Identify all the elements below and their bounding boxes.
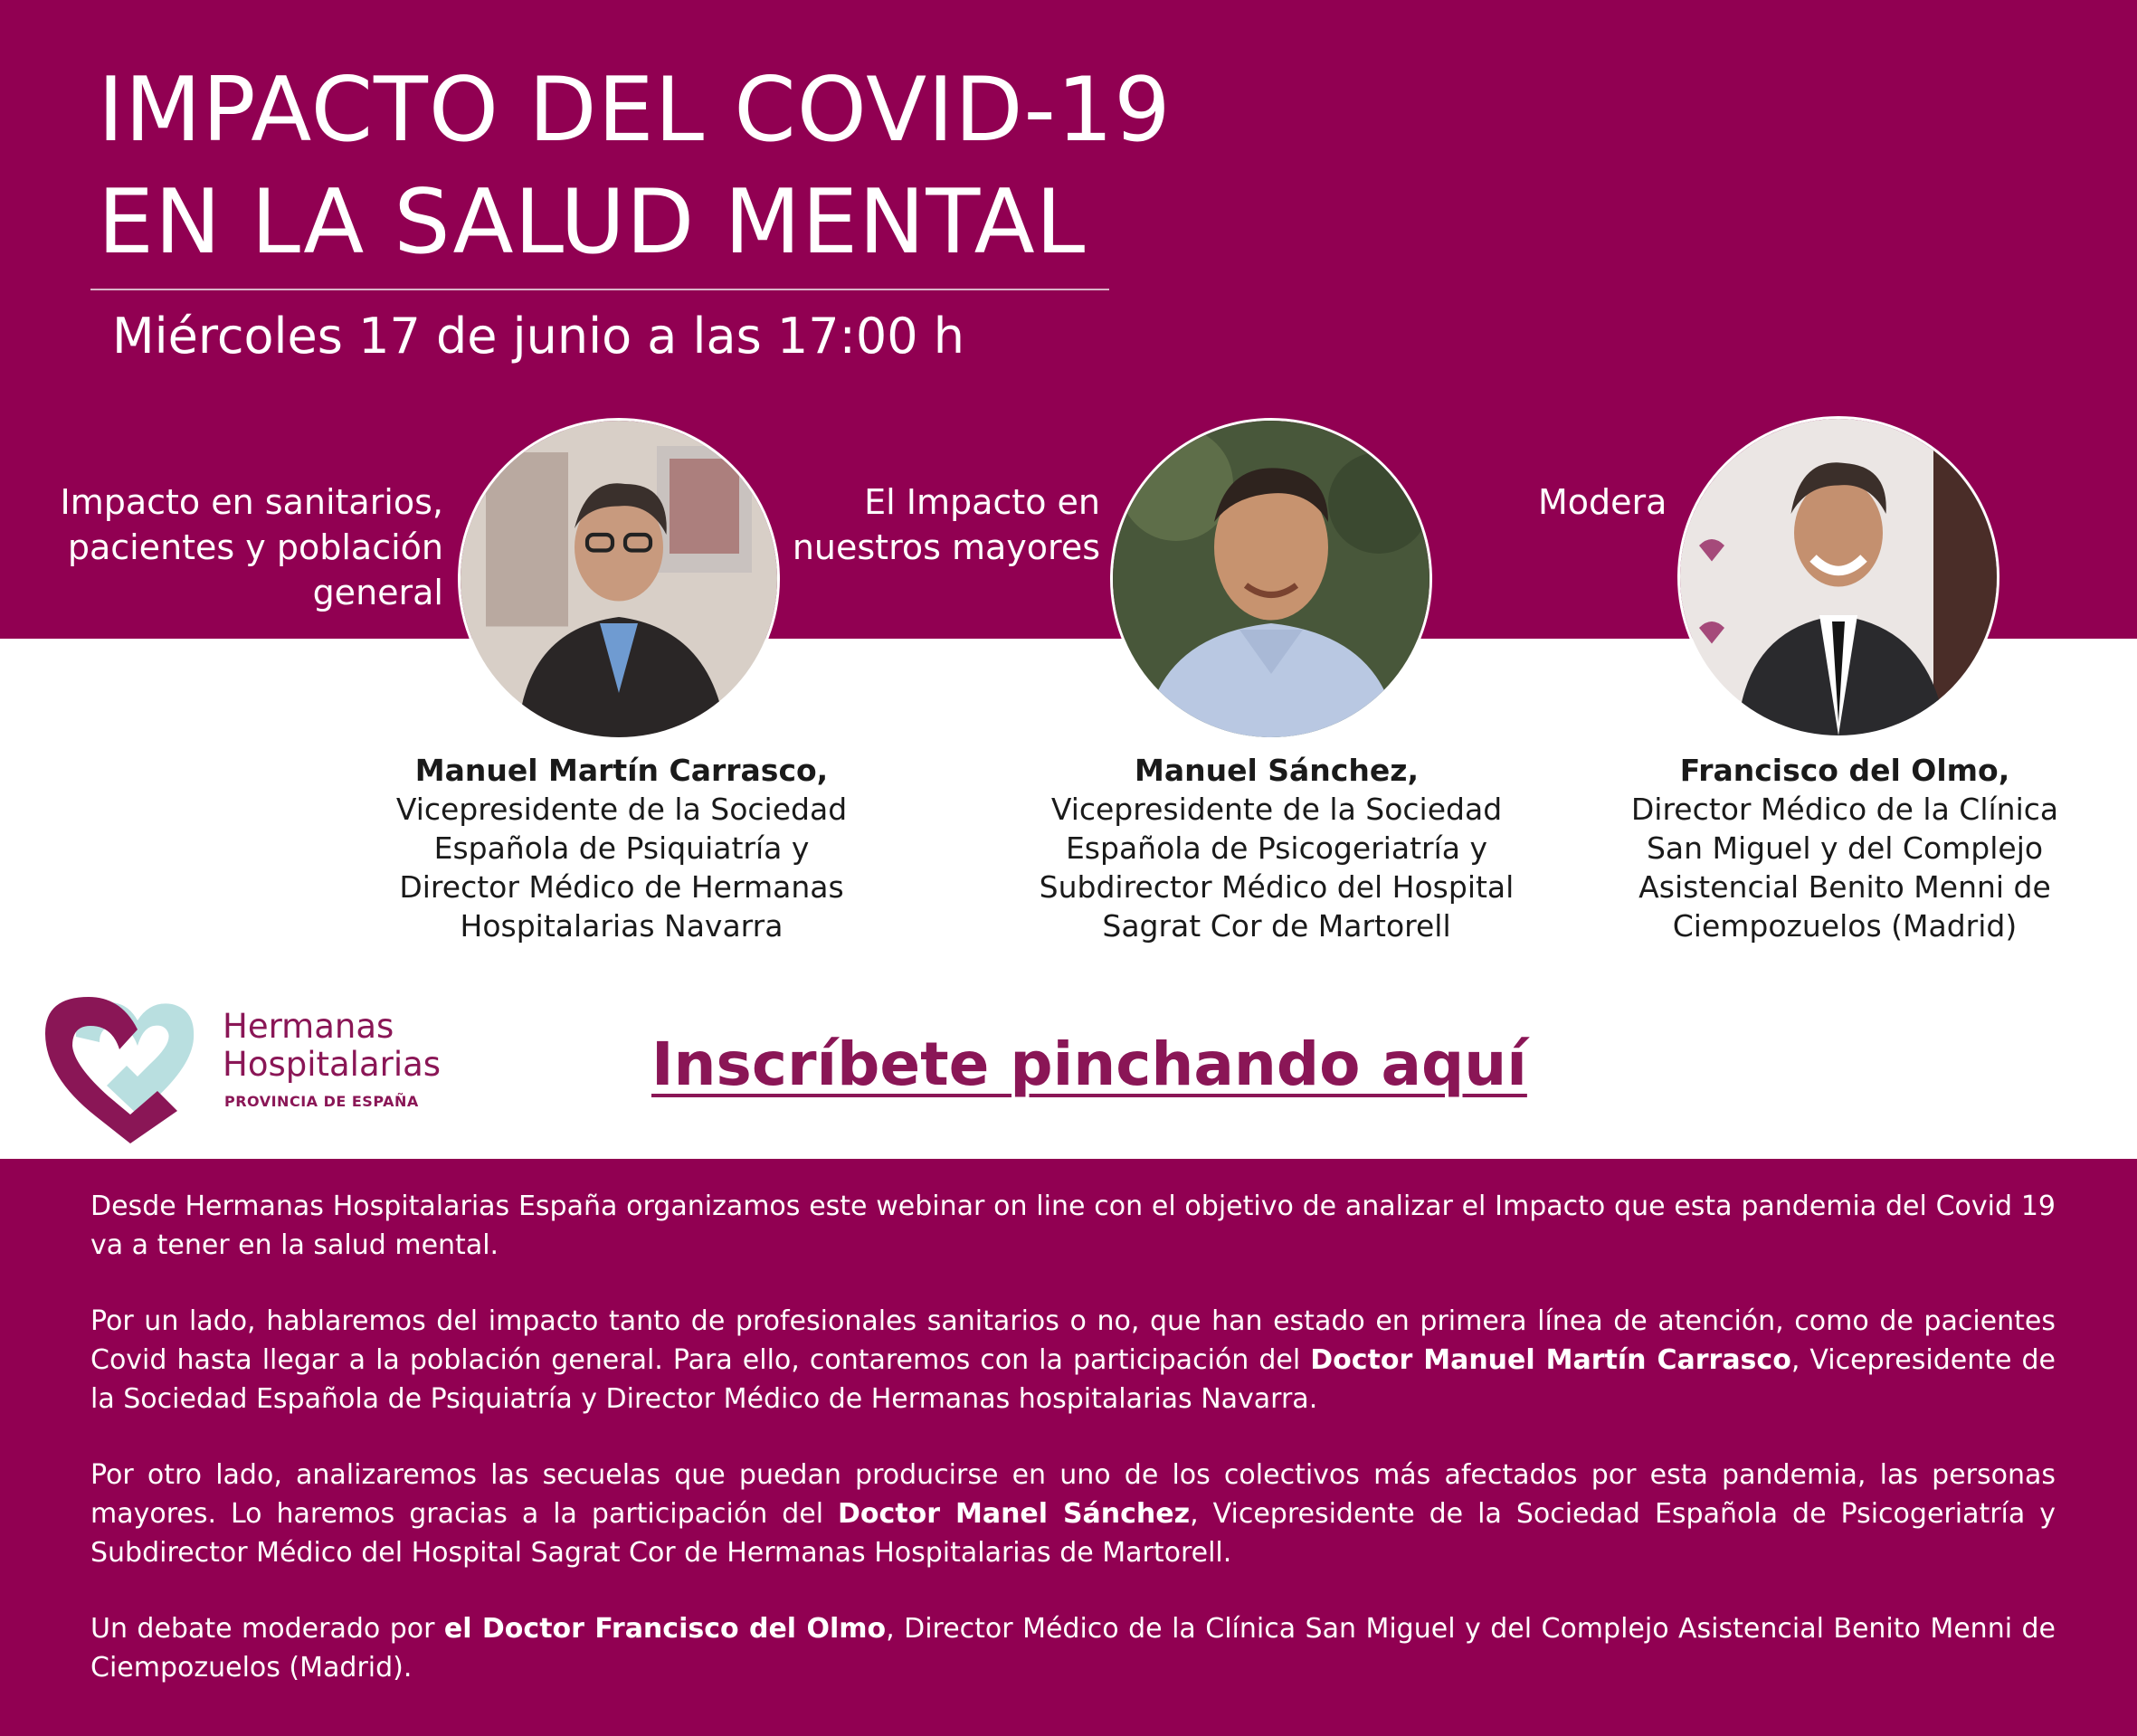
paragraph-text: , Director Médico de la Clínica San Miguel y del Complejo Asistencial Benito Menni de Ciempozuelos (Madrid). [90, 1613, 2056, 1684]
speaker-role-line: Española de Psicogeriatría y [1065, 830, 1488, 866]
page-title [98, 54, 1274, 279]
topic-label-1 [60, 479, 443, 615]
paragraph-text: Un debate moderado por [90, 1613, 444, 1645]
title-line-2: EN LA SALUD MENTAL [98, 171, 1087, 274]
speaker-mention: Doctor Manel Sánchez [838, 1498, 1191, 1530]
topic-1-line: general [312, 573, 443, 612]
description-paragraph-4 [90, 1609, 2056, 1687]
speaker-role-line: Sagrat Cor de Martorell [1102, 908, 1451, 944]
speaker-role-line: Director Médico de Hermanas [399, 869, 844, 905]
paragraph-text: Por otro lado, analizaremos las secuelas que puedan producirse en uno de los colectivos más afectados por esta pandemia, las personas mayores. Lo haremos gracias a la participación del [90, 1459, 2056, 1530]
heart-logo-icon [40, 990, 199, 1143]
speaker-name: Francisco del Olmo, [1679, 753, 2010, 788]
description-paragraph-2 [90, 1302, 2056, 1418]
speaker-card-2 [1023, 751, 1530, 945]
logo-name-line-1: Hermanas [223, 1007, 394, 1046]
paragraph-text: , Vicepresidente de la Sociedad Española de Psicogeriatría y Subdirector Médico del Hospital Sagrat Cor de Hermanas Hospitalarias de Martorell. [90, 1498, 2056, 1569]
topic-1-line: Impacto en sanitarios, [60, 482, 443, 522]
organization-logo [40, 990, 456, 1143]
speaker-photo-1 [458, 418, 780, 740]
speaker-card-3 [1591, 751, 2098, 945]
paragraph-text: , Vicepresidente de la Sociedad Española de Psiquiatría y Director Médico de Hermanas hospitalarias Navarra. [90, 1344, 2056, 1415]
speaker-role-line: Hospitalarias Navarra [460, 908, 784, 944]
speaker-role-line: Asistencial Benito Menni de [1638, 869, 2051, 905]
speaker-name: Manuel Martín Carrasco, [414, 753, 829, 788]
topic-label-2 [793, 479, 1100, 570]
topic-label-3 [1538, 479, 1667, 525]
register-link[interactable]: Inscríbete pinchando aquí [651, 1029, 1527, 1099]
logo-wordmark [223, 1008, 441, 1084]
topic-1-line: pacientes y población [67, 527, 443, 567]
description-paragraph-1: Desde Hermanas Hospitalarias España organizamos este webinar on line con el objetivo de analizar el Impacto que esta pandemia del Covid 19 va a tener en la salud mental. [90, 1191, 2056, 1261]
speaker-role-line: Ciempozuelos (Madrid) [1672, 908, 2018, 944]
topic-2-line: nuestros mayores [792, 527, 1100, 567]
speaker-role-line: Vicepresidente de la Sociedad [395, 792, 848, 827]
event-date: Miércoles 17 de junio a las 17:00 h [112, 308, 964, 365]
speaker-role-line: Subdirector Médico del Hospital [1039, 869, 1515, 905]
description-paragraph-3 [90, 1456, 2056, 1572]
event-description [90, 1187, 2056, 1724]
logo-name-line-2: Hospitalarias [223, 1045, 442, 1084]
speaker-role-line: Española de Psiquiatría y [433, 830, 810, 866]
speaker-role-line: Vicepresidente de la Sociedad [1050, 792, 1503, 827]
speaker-role-line: San Miguel y del Complejo [1646, 830, 2044, 866]
speaker-mention: Doctor Manuel Martín Carrasco [1310, 1344, 1791, 1376]
topic-2-line: El Impacto en [864, 482, 1100, 522]
title-line-1: IMPACTO DEL COVID-19 [98, 59, 1172, 162]
speaker-mention: el Doctor Francisco del Olmo [443, 1613, 887, 1645]
title-divider [90, 289, 1109, 290]
speaker-name: Manuel Sánchez, [1135, 753, 1419, 788]
speaker-photo-3 [1677, 416, 1999, 738]
speaker-photo-2 [1110, 418, 1432, 740]
speaker-role-line: Director Médico de la Clínica [1630, 792, 2059, 827]
paragraph-text: Por un lado, hablaremos del impacto tanto de profesionales sanitarios o no, que han estado en primera línea de atención, como de pacientes Covid hasta llegar a la población general. Para ello, contaremos con la participación del [90, 1305, 2056, 1376]
logo-subtitle: PROVINCIA DE ESPAÑA [224, 1093, 419, 1110]
speaker-card-1 [368, 751, 875, 945]
topic-3-line: Modera [1538, 482, 1667, 522]
